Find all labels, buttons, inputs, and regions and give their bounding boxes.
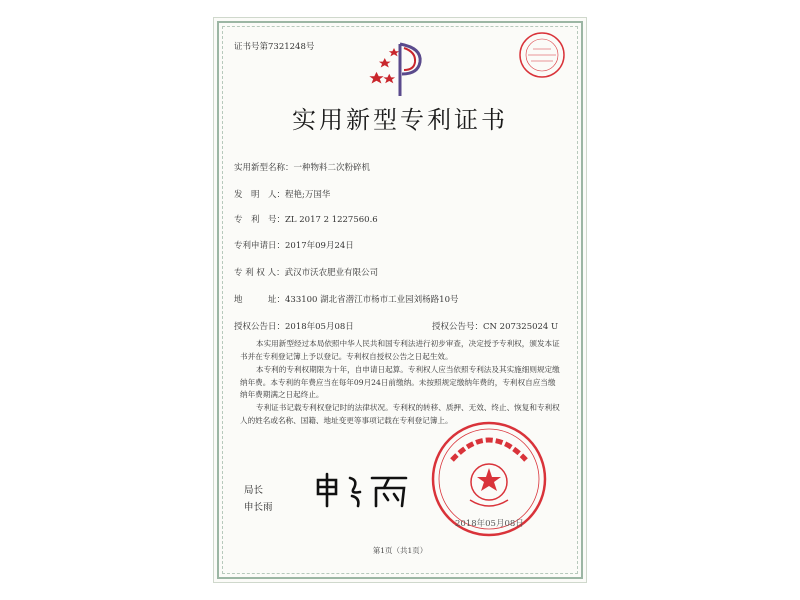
director-title: 局长 xyxy=(244,485,264,496)
sipo-logo-icon xyxy=(360,40,440,100)
field-name-value: 一种物料二次粉碎机 xyxy=(293,163,371,173)
seal-date: 2018年05月08日 xyxy=(455,519,524,529)
field-inventor-label: 发 明 人： xyxy=(234,190,286,200)
certificate-title: 实用新型专利证书 xyxy=(292,106,508,134)
field-address xyxy=(234,293,458,305)
director-name: 申长雨 xyxy=(244,502,273,513)
field-inventor xyxy=(234,188,330,200)
field-filing-date-value: 2017年09月24日 xyxy=(285,241,354,251)
certificate-number: 证书号第7321248号 xyxy=(234,42,315,52)
field-filing-date-label: 专利申请日： xyxy=(234,241,286,251)
field-owner xyxy=(234,266,378,278)
field-grant-number-value: CN 207325024 U xyxy=(483,322,559,332)
field-patent-number-value: ZL 2017 2 1227560.6 xyxy=(285,215,378,225)
field-patent-number-label: 专 利 号： xyxy=(234,215,286,225)
field-patent-number xyxy=(234,213,378,225)
agency-stamp xyxy=(518,31,566,79)
field-name xyxy=(234,161,370,173)
field-filing-date xyxy=(234,239,354,251)
field-owner-label: 专 利 权 人： xyxy=(234,268,285,278)
field-address-label: 地 址： xyxy=(234,295,286,305)
field-grant-date xyxy=(234,320,354,332)
page-footer: 第1页（共1页） xyxy=(372,546,428,555)
paragraph-2: 本专利的专利权期限为十年，自申请日起算。专利权人应当依照专利法及其实施细则规定缴纳年费。本专利的年费应当在每年09月24日前缴纳。未按照规定缴纳年费的，专利权自应当缴纳年费期满之日起终止。 xyxy=(240,365,560,399)
director-handwritten-signature xyxy=(314,470,414,510)
paragraph-3: 专利证书记载专利权登记时的法律状况。专利权的转移、质押、无效、终止、恢复和专利权人的姓名或名称、国籍、地址变更等事项记载在专利登记簿上。 xyxy=(240,403,560,425)
field-grant-date-value: 2018年05月08日 xyxy=(285,322,354,332)
field-grant-number-label: 授权公告号： xyxy=(432,322,484,332)
field-name-label: 实用新型名称： xyxy=(234,163,294,173)
field-grant-date-label: 授权公告日： xyxy=(234,322,286,332)
paragraph-1: 本实用新型经过本局依照中华人民共和国专利法进行初步审查，决定授予专利权，颁发本证书并在专利登记簿上予以登记。专利权自授权公告之日起生效。 xyxy=(240,339,560,361)
field-grant-number xyxy=(432,320,558,332)
field-owner-value: 武汉市沃农肥业有限公司 xyxy=(284,268,379,278)
field-address-value: 433100 湖北省潜江市杨市工业园刘杨路10号 xyxy=(285,295,459,305)
field-inventor-value: 程艳;万国华 xyxy=(285,190,331,200)
